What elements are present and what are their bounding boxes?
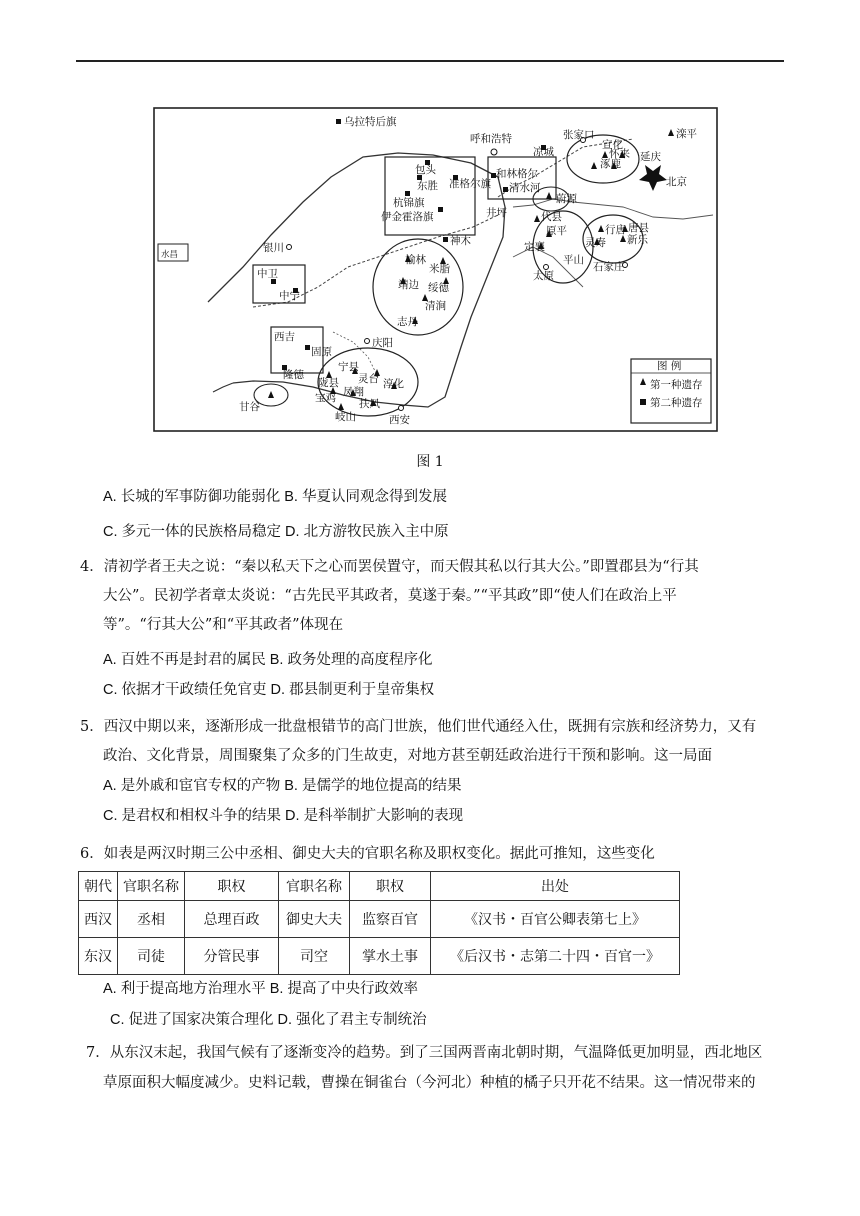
q4-line-3: 等”。“行其大公”和“平其政者”体现在 [103, 617, 344, 633]
map-label: 庆阳 [372, 337, 393, 349]
table-cell: 《汉书・百官公卿表第七上》 [431, 901, 680, 938]
map-label: 靖边 [398, 279, 419, 291]
map-label: 清水河 [509, 182, 541, 194]
map-label: 宣化 [602, 139, 623, 151]
table-row [79, 938, 680, 975]
map-label: 榆林 [405, 254, 426, 266]
map-figure [153, 107, 718, 432]
table-cell: 掌水土事 [350, 938, 431, 975]
map-label: 涿鹿 [600, 158, 621, 170]
q4-option-ab: A. 百姓不再是封君的属民 B. 政务处理的高度程序化 [103, 652, 433, 668]
map-label: 杭锦旗 [393, 197, 425, 209]
q5-line-1: 5．西汉中期以来，逐渐形成一批盘根错节的高门世族，他们世代通经入仕，既拥有宗族和经济势力，又有 [80, 719, 757, 735]
q6-option-cd: C. 促进了国家决策合理化 D. 强化了君主专制统治 [110, 1012, 427, 1028]
q3-option-cd: C. 多元一体的民族格局稳定 D. 北方游牧民族入主中原 [103, 524, 449, 540]
map-label: 原平 [546, 225, 567, 237]
q3-option-ab: A. 长城的军事防御功能弱化 B. 华夏认同观念得到发展 [103, 489, 447, 505]
q6-line-1: 6．如表是两汉时期三公中丞相、御史大夫的官职名称及职权变化。据此可推知，这些变化 [80, 846, 655, 862]
map-label: 张家口 [563, 129, 595, 141]
map-label: 凉城 [533, 146, 554, 158]
map-label: 凤翔 [343, 386, 364, 398]
map-label: 中宁 [279, 290, 300, 302]
map-label: 岐山 [335, 411, 356, 423]
table-cell: 监察百官 [350, 901, 431, 938]
office-table [78, 871, 680, 975]
q4-line-2: 大公”。民初学者章太炎说：“古先民平其政者，莫遂于秦。”“平其政”即“使人们在政治上平 [103, 588, 677, 604]
table-cell: 司徒 [118, 938, 185, 975]
q5-line-2: 政治、文化背景，周围聚集了众多的门生故吏，对地方甚至朝廷政治进行干预和影响。这一局面 [103, 748, 712, 764]
table-cell: 《后汉书・志第二十四・百官一》 [431, 938, 680, 975]
map-label: 定襄 [524, 241, 545, 253]
q7-line-2: 草原面积大幅度减少。史料记载，曹操在铜雀台（今河北）种植的橘子只开花不结果。这一情况带来的 [103, 1075, 756, 1091]
map-label: 固原 [311, 346, 332, 358]
table-row [79, 901, 680, 938]
map-label: 行唐 [605, 224, 626, 236]
map-label: 米脂 [429, 263, 450, 275]
table-header: 官职名称 [118, 872, 185, 901]
figure-caption: 图 1 [416, 454, 444, 470]
legend-first: 第一种遗存 [650, 379, 703, 391]
q5-option-ab: A. 是外戚和宦官专权的产物 B. 是儒学的地位提高的结果 [103, 778, 462, 794]
table-header-row [79, 872, 680, 901]
map-label: 西吉 [274, 331, 295, 343]
q7-line-1: 7．从东汉末起，我国气候有了逐渐变冷的趋势。到了三国两晋南北朝时期，气温降低更加明显，西北地区 [86, 1045, 763, 1061]
table-cell: 丞相 [118, 901, 185, 938]
map-label: 伊金霍洛旗 [381, 211, 434, 223]
table-cell: 分管民事 [185, 938, 279, 975]
map-label: 呼和浩特 [470, 133, 512, 145]
map-label: 平山 [563, 254, 584, 266]
map-label: 银川 [263, 242, 284, 254]
table-cell: 西汉 [79, 901, 118, 938]
legend-second: 第二种遗存 [650, 397, 703, 409]
map-label: 代县 [541, 211, 562, 223]
map-label: 清涧 [425, 300, 446, 312]
map-label: 隆德 [283, 369, 304, 381]
table-cell: 御史大夫 [279, 901, 350, 938]
map-label: 中卫 [257, 268, 278, 280]
map-label: 石家庄 [593, 261, 625, 273]
map-label: 和林格尔 [496, 168, 538, 180]
map-label: 唐县 [628, 222, 649, 234]
table-header: 出处 [431, 872, 680, 901]
map-label: 宁县 [338, 361, 359, 373]
map-label: 陇县 [318, 377, 339, 389]
map-label: 志丹 [397, 316, 418, 328]
table-cell: 司空 [279, 938, 350, 975]
q5-option-cd: C. 是君权和相权斗争的结果 D. 是科举制扩大影响的表现 [103, 808, 464, 824]
map-label: 延庆 [640, 151, 661, 163]
header-rule [76, 60, 784, 62]
table-header: 职权 [185, 872, 279, 901]
q6-option-ab: A. 利于提高地方治理水平 B. 提高了中央行政效率 [103, 981, 418, 997]
legend-title: 图 例 [657, 360, 682, 372]
map-label: 乌拉特后旗 [344, 116, 397, 128]
map-label: 北京 [666, 176, 687, 188]
map-label: 东胜 [417, 180, 438, 192]
table-cell: 总理百政 [185, 901, 279, 938]
map-label: 包头 [415, 164, 436, 176]
map-label: 水昌 [161, 250, 179, 260]
q4-line-1: 4．清初学者王夫之说：“秦以私天下之心而罢侯置守，而天假其私以行其大公。”即置郡县为“行其 [80, 559, 699, 575]
table-header: 职权 [350, 872, 431, 901]
map-label: 西安 [389, 414, 410, 426]
map-label: 灵台 [358, 373, 379, 385]
table-header: 官职名称 [279, 872, 350, 901]
map-label: 绥德 [428, 282, 449, 294]
map-label: 太原 [533, 270, 554, 282]
table-cell: 东汉 [79, 938, 118, 975]
map-label: 准格尔旗 [449, 178, 491, 190]
map-label: 甘谷 [239, 401, 260, 413]
map-label: 神木 [450, 235, 471, 247]
map-label: 蔚源 [556, 193, 577, 205]
table-header: 朝代 [79, 872, 118, 901]
map-label: 淳化 [383, 378, 404, 390]
map-label: 灵寿 [585, 237, 606, 249]
map-label: 扶风 [359, 398, 380, 410]
q4-option-cd: C. 依据才干政绩任免官吏 D. 郡县制更利于皇帝集权 [103, 682, 435, 698]
map-label: 新乐 [627, 234, 648, 246]
map-label: 怀来 [609, 148, 630, 160]
map-label: 宝鸡 [315, 392, 336, 404]
map-label: 滦平 [676, 128, 697, 140]
map-label: 井坪 [486, 207, 507, 219]
